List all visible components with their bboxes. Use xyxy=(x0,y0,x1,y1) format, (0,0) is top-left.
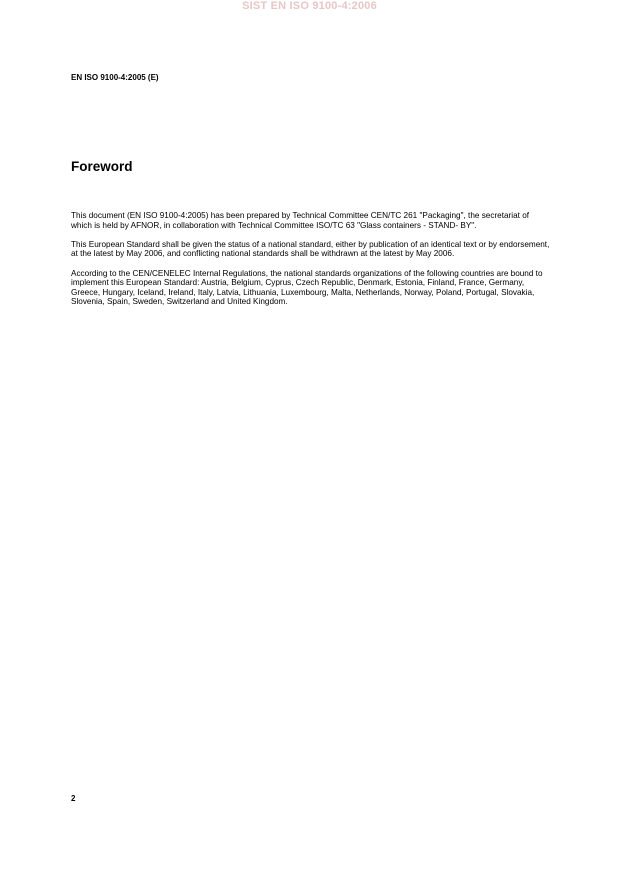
foreword-body xyxy=(71,211,551,317)
watermark: SIST EN ISO 9100-4:2006 xyxy=(242,0,377,12)
paragraph-2: This European Standard shall be given the status of a national standard, either by publication of an identical text or by endorsement, at the latest by May 2006, and conflicting national standards shall be withdrawn at the latest by May 2006. xyxy=(71,239,550,259)
document-code: EN ISO 9100-4:2005 (E) xyxy=(71,73,159,82)
page-number: 2 xyxy=(71,794,76,803)
paragraph-3: According to the CEN/CENELEC Internal Regulations, the national standards organizations of the following countries are bound to implement this European Standard: Austria, Belgium, Cyprus, Czech Republic, Denmark, Estonia, Finland, France, Germany, Greece, Hungary, Iceland, Ireland, Italy, Latvia, Lithuania, Luxembourg, Malta, Netherlands, Norway, Poland, Portugal, Slovakia, Slovenia, Spain, Sweden, Switzerland and United Kingdom. xyxy=(71,268,543,307)
section-title: Foreword xyxy=(71,159,133,174)
paragraph-1: This document (EN ISO 9100-4:2005) has been prepared by Technical Committee CEN/TC 261 "Packaging", the secretariat of which is held by AFNOR, in collaboration with Technical Committee ISO/TC 63 "Glass containers - STAND- BY". xyxy=(71,211,530,230)
